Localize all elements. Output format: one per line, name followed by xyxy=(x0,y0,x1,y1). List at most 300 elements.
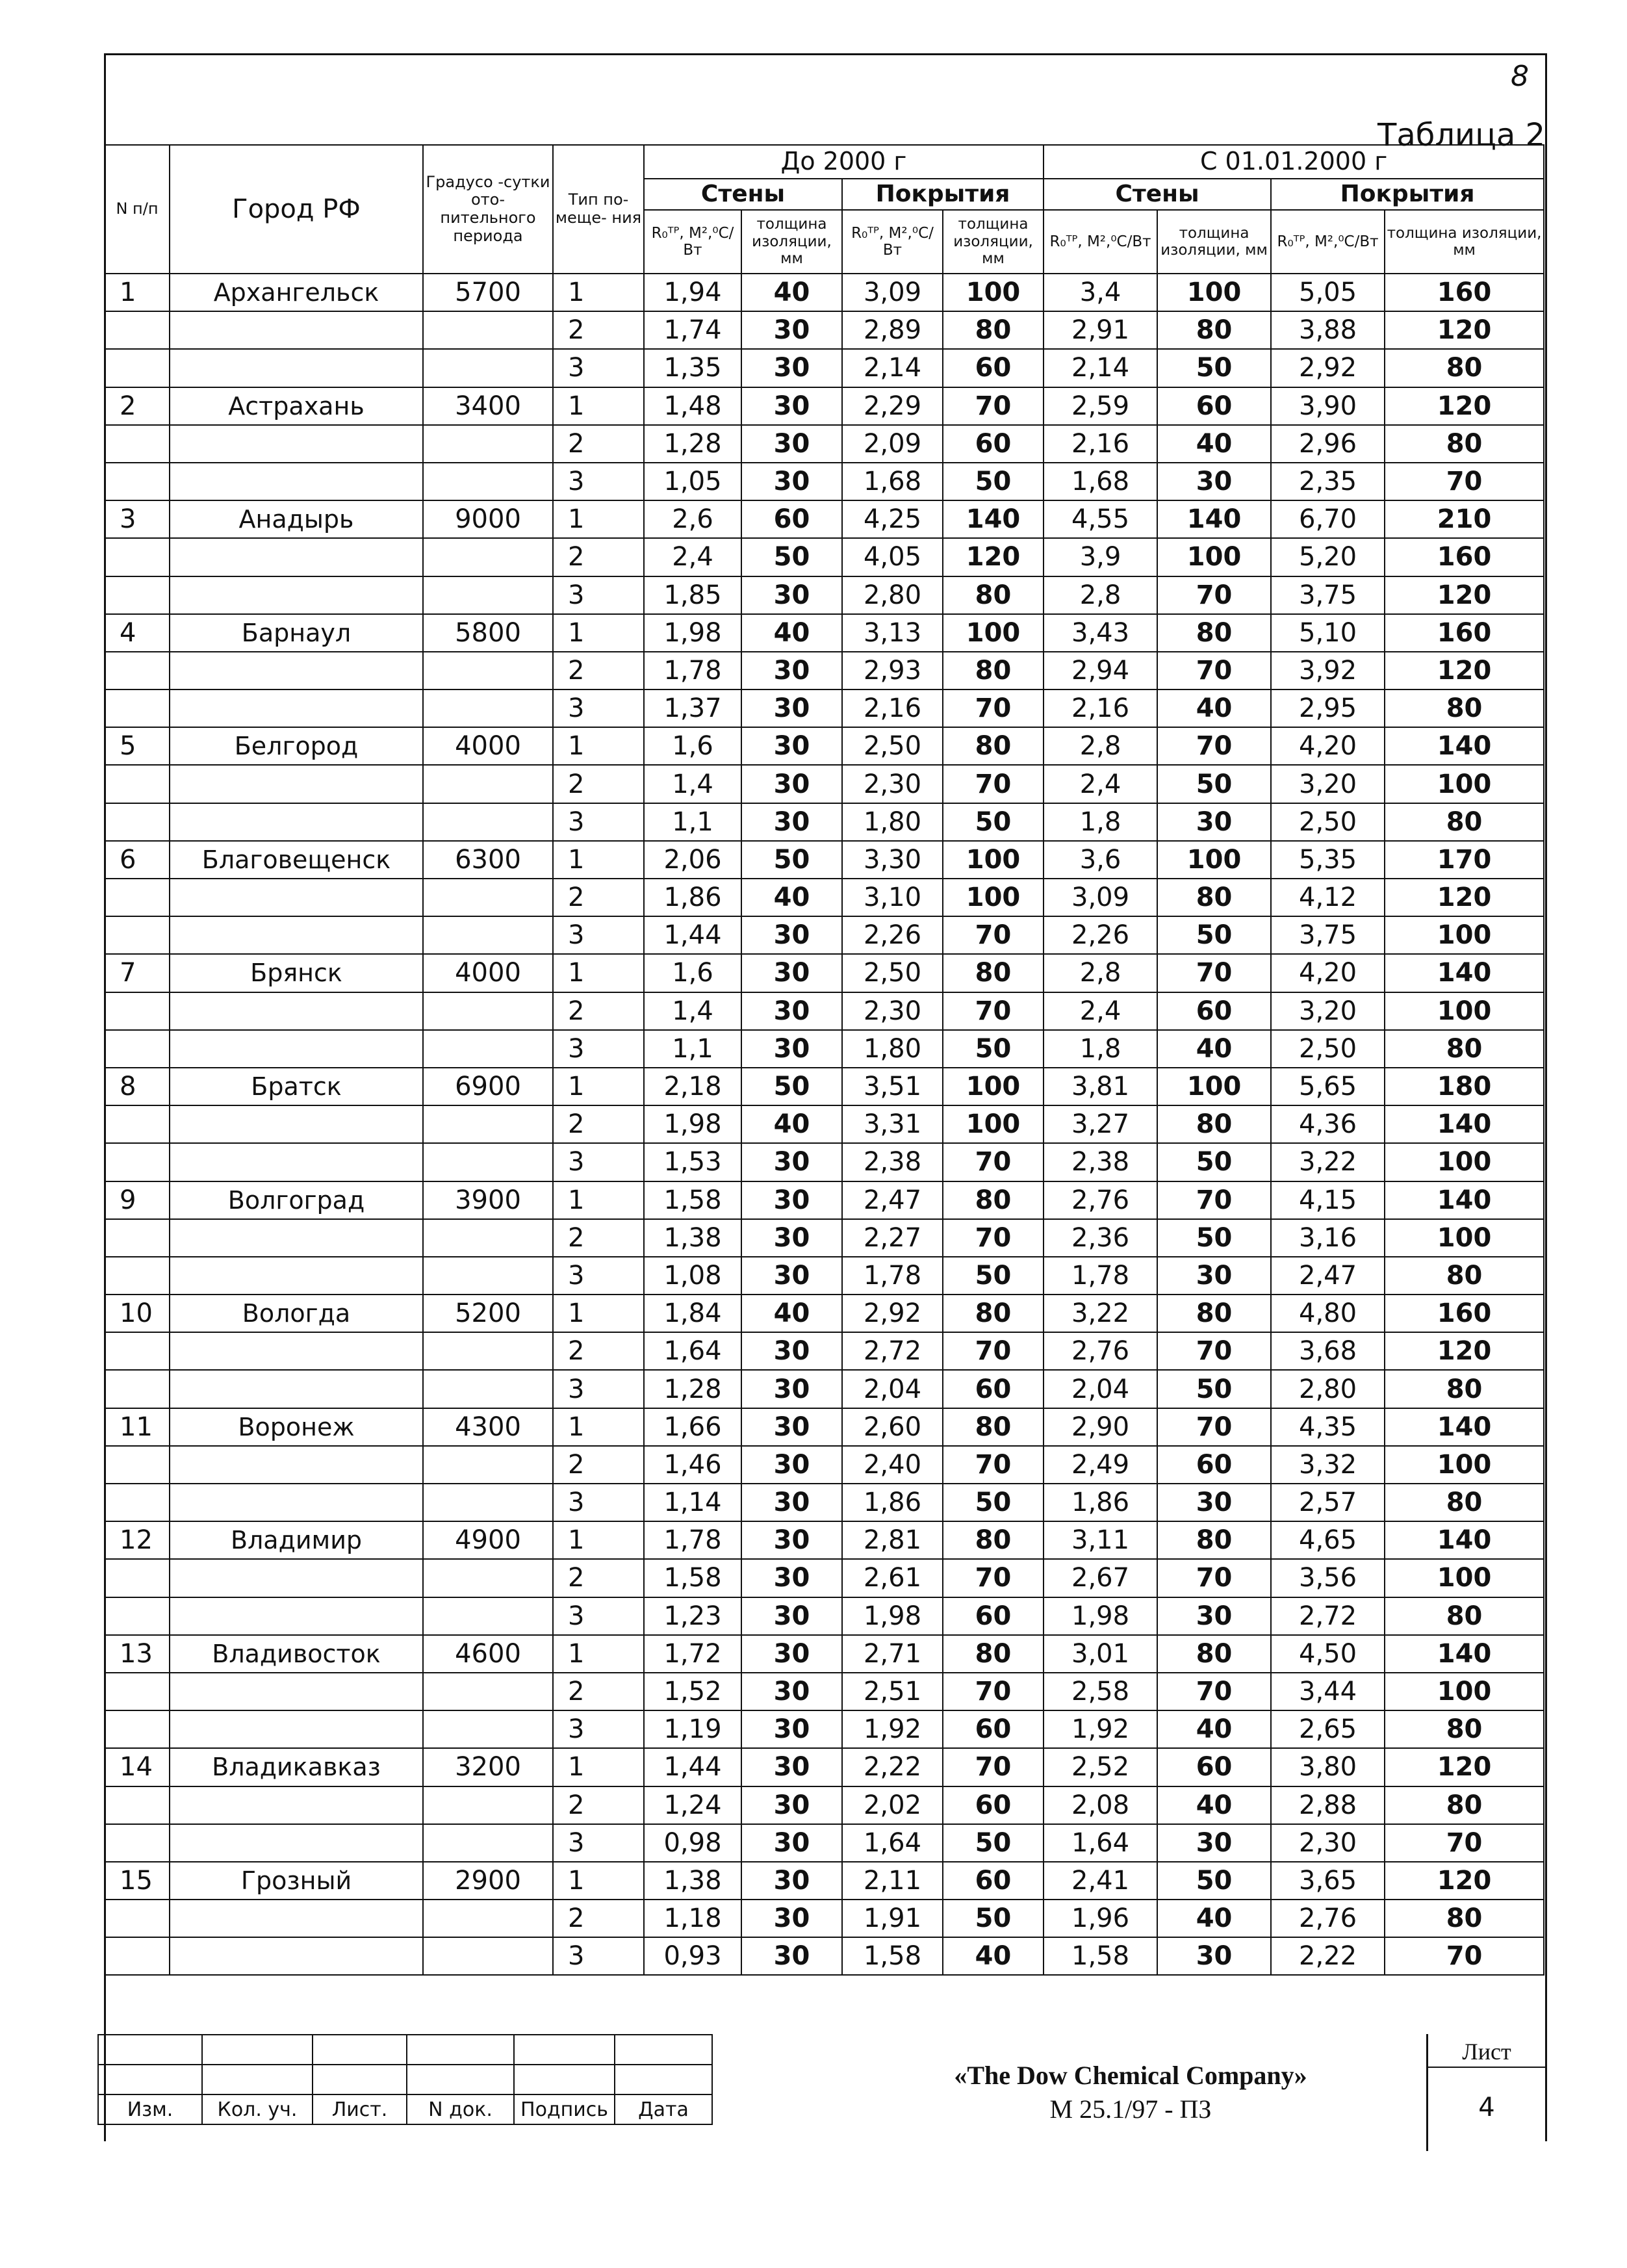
cell-room-type: 3 xyxy=(553,803,644,841)
table-row xyxy=(105,954,1544,992)
table-row xyxy=(105,1559,1544,1597)
cell-r-walls-after: 2,58 xyxy=(1044,1673,1157,1710)
table-row xyxy=(105,1484,1544,1521)
cell-r-roofs-after: 5,20 xyxy=(1271,538,1385,576)
cell-thickness-walls-after: 30 xyxy=(1157,803,1271,841)
table-row xyxy=(105,1257,1544,1295)
cell-r-roofs-after: 4,15 xyxy=(1271,1181,1385,1219)
cell-r-walls-after: 2,52 xyxy=(1044,1748,1157,1786)
table-row xyxy=(105,1295,1544,1332)
cell-r-walls-after: 4,55 xyxy=(1044,500,1157,538)
header-walls-before: Стены xyxy=(644,179,842,210)
cell-r-roofs-after: 3,22 xyxy=(1271,1143,1385,1181)
cell-thickness-walls-after: 40 xyxy=(1157,689,1271,727)
cell-r-walls-after: 3,9 xyxy=(1044,538,1157,576)
degree-days-empty xyxy=(423,1484,553,1521)
cell-r-roofs-before: 2,60 xyxy=(842,1408,943,1446)
cell-room-type: 2 xyxy=(553,311,644,349)
cell-room-type: 3 xyxy=(553,1484,644,1521)
cell-thickness-roofs-after: 80 xyxy=(1385,1370,1544,1408)
cell-thickness-walls-after: 40 xyxy=(1157,1030,1271,1068)
table-row xyxy=(105,727,1544,765)
cell-thickness-roofs-before: 120 xyxy=(943,538,1044,576)
cell-thickness-walls-before: 30 xyxy=(741,1408,842,1446)
cell-thickness-roofs-after: 80 xyxy=(1385,1484,1544,1521)
cell-r-walls-before: 1,1 xyxy=(644,803,741,841)
city-name-empty xyxy=(170,879,423,916)
cell-r-walls-after: 2,90 xyxy=(1044,1408,1157,1446)
cell-thickness-roofs-after: 80 xyxy=(1385,1030,1544,1068)
cell-r-walls-before: 1,53 xyxy=(644,1143,741,1181)
cell-thickness-walls-before: 30 xyxy=(741,1862,842,1900)
cell-r-roofs-after: 3,80 xyxy=(1271,1748,1385,1786)
cell-room-type: 2 xyxy=(553,425,644,463)
cell-r-walls-after: 2,91 xyxy=(1044,311,1157,349)
cell-thickness-roofs-before: 80 xyxy=(943,727,1044,765)
row-number: 11 xyxy=(105,1408,170,1446)
row-number-empty xyxy=(105,1105,170,1143)
cell-thickness-roofs-before: 50 xyxy=(943,1900,1044,1937)
cell-thickness-roofs-before: 50 xyxy=(943,1030,1044,1068)
cell-room-type: 2 xyxy=(553,1900,644,1937)
degree-days-empty xyxy=(423,311,553,349)
cell-r-roofs-before: 2,71 xyxy=(842,1635,943,1673)
cell-r-roofs-after: 2,88 xyxy=(1271,1786,1385,1824)
cell-thickness-roofs-before: 70 xyxy=(943,689,1044,727)
city-name-empty xyxy=(170,916,423,954)
cell-thickness-roofs-after: 140 xyxy=(1385,1408,1544,1446)
stamp-label-n-dok: N док. xyxy=(407,2094,514,2124)
header-r-walls-before: R₀ᵀᴾ, М²,⁰С/Вт xyxy=(644,210,741,274)
header-thickness-roofs-before: толщина изоляции, мм xyxy=(943,210,1044,274)
cell-thickness-roofs-before: 80 xyxy=(943,652,1044,689)
cell-r-walls-after: 1,68 xyxy=(1044,463,1157,500)
table-row xyxy=(105,841,1544,879)
cell-r-roofs-after: 3,44 xyxy=(1271,1673,1385,1710)
cell-r-walls-after: 1,78 xyxy=(1044,1257,1157,1295)
degree-days-empty xyxy=(423,1710,553,1748)
cell-thickness-roofs-after: 100 xyxy=(1385,1673,1544,1710)
row-number-empty xyxy=(105,576,170,614)
cell-thickness-walls-after: 60 xyxy=(1157,992,1271,1030)
table-row xyxy=(105,1181,1544,1219)
table-row xyxy=(105,652,1544,689)
table-row xyxy=(105,1635,1544,1673)
cell-thickness-walls-after: 70 xyxy=(1157,727,1271,765)
cell-room-type: 3 xyxy=(553,1937,644,1975)
table-row xyxy=(105,1370,1544,1408)
cell-r-walls-after: 2,67 xyxy=(1044,1559,1157,1597)
cell-r-roofs-after: 3,90 xyxy=(1271,387,1385,425)
cell-r-walls-before: 2,6 xyxy=(644,500,741,538)
cell-thickness-walls-before: 30 xyxy=(741,463,842,500)
cell-r-walls-after: 2,16 xyxy=(1044,689,1157,727)
row-number: 15 xyxy=(105,1862,170,1900)
cell-r-roofs-after: 3,92 xyxy=(1271,652,1385,689)
cell-r-walls-before: 1,05 xyxy=(644,463,741,500)
cell-thickness-walls-after: 30 xyxy=(1157,1824,1271,1862)
row-number-empty xyxy=(105,463,170,500)
cell-thickness-walls-after: 80 xyxy=(1157,614,1271,652)
cell-thickness-walls-before: 30 xyxy=(741,1748,842,1786)
cell-room-type: 1 xyxy=(553,727,644,765)
city-name-empty xyxy=(170,1673,423,1710)
cell-r-roofs-before: 2,80 xyxy=(842,576,943,614)
cell-r-roofs-after: 2,72 xyxy=(1271,1597,1385,1635)
cell-thickness-walls-after: 30 xyxy=(1157,1597,1271,1635)
cell-r-roofs-before: 1,64 xyxy=(842,1824,943,1862)
cell-thickness-roofs-after: 80 xyxy=(1385,1257,1544,1295)
cell-thickness-walls-after: 50 xyxy=(1157,1862,1271,1900)
table-row xyxy=(105,538,1544,576)
cell-thickness-roofs-after: 140 xyxy=(1385,1521,1544,1559)
city-name: Вологда xyxy=(170,1295,423,1332)
cell-r-roofs-before: 2,40 xyxy=(842,1446,943,1484)
table-row xyxy=(105,1105,1544,1143)
cell-r-walls-before: 1,46 xyxy=(644,1446,741,1484)
city-name: Братск xyxy=(170,1068,423,1105)
city-name-empty xyxy=(170,1332,423,1370)
city-name-empty xyxy=(170,1559,423,1597)
header-roofs-before: Покрытия xyxy=(842,179,1044,210)
cell-thickness-walls-before: 30 xyxy=(741,1673,842,1710)
city-name-empty xyxy=(170,1597,423,1635)
cell-thickness-roofs-after: 80 xyxy=(1385,803,1544,841)
city-name-empty xyxy=(170,689,423,727)
city-name: Владимир xyxy=(170,1521,423,1559)
row-number: 5 xyxy=(105,727,170,765)
cell-r-roofs-before: 2,11 xyxy=(842,1862,943,1900)
cell-thickness-roofs-after: 120 xyxy=(1385,387,1544,425)
cell-r-walls-after: 1,92 xyxy=(1044,1710,1157,1748)
cell-r-walls-before: 1,84 xyxy=(644,1295,741,1332)
cell-thickness-walls-before: 40 xyxy=(741,614,842,652)
cell-r-walls-after: 2,59 xyxy=(1044,387,1157,425)
cell-r-roofs-after: 3,88 xyxy=(1271,311,1385,349)
sheet-number: 4 xyxy=(1478,2093,1495,2122)
row-number-empty xyxy=(105,652,170,689)
city-name-empty xyxy=(170,311,423,349)
city-name: Воронеж xyxy=(170,1408,423,1446)
cell-thickness-roofs-before: 40 xyxy=(943,1937,1044,1975)
cell-r-roofs-before: 2,02 xyxy=(842,1786,943,1824)
cell-room-type: 3 xyxy=(553,463,644,500)
cell-r-roofs-before: 2,81 xyxy=(842,1521,943,1559)
cell-r-walls-after: 2,4 xyxy=(1044,765,1157,803)
city-name-empty xyxy=(170,1370,423,1408)
cell-r-roofs-after: 4,12 xyxy=(1271,879,1385,916)
cell-r-walls-after: 2,76 xyxy=(1044,1181,1157,1219)
cell-thickness-walls-before: 30 xyxy=(741,1937,842,1975)
row-number-empty xyxy=(105,349,170,387)
cell-room-type: 3 xyxy=(553,1710,644,1748)
cell-r-roofs-after: 2,92 xyxy=(1271,349,1385,387)
cell-thickness-walls-before: 30 xyxy=(741,1332,842,1370)
table-row xyxy=(105,1521,1544,1559)
cell-thickness-walls-after: 70 xyxy=(1157,1181,1271,1219)
degree-days: 9000 xyxy=(423,500,553,538)
cell-thickness-roofs-after: 160 xyxy=(1385,1295,1544,1332)
cell-r-roofs-after: 2,35 xyxy=(1271,463,1385,500)
cell-thickness-walls-after: 70 xyxy=(1157,1673,1271,1710)
table-row xyxy=(105,1862,1544,1900)
cell-r-roofs-before: 2,27 xyxy=(842,1219,943,1257)
city-name-empty xyxy=(170,765,423,803)
cell-thickness-roofs-before: 100 xyxy=(943,879,1044,916)
cell-thickness-roofs-before: 70 xyxy=(943,387,1044,425)
cell-r-walls-after: 2,26 xyxy=(1044,916,1157,954)
cell-r-roofs-before: 3,51 xyxy=(842,1068,943,1105)
row-number-empty xyxy=(105,765,170,803)
degree-days-empty xyxy=(423,1824,553,1862)
city-name: Волгоград xyxy=(170,1181,423,1219)
cell-thickness-walls-before: 40 xyxy=(741,879,842,916)
cell-room-type: 1 xyxy=(553,500,644,538)
table-row xyxy=(105,576,1544,614)
cell-r-walls-after: 3,11 xyxy=(1044,1521,1157,1559)
table-row xyxy=(105,1332,1544,1370)
cell-r-walls-before: 1,08 xyxy=(644,1257,741,1295)
cell-r-roofs-before: 2,93 xyxy=(842,652,943,689)
table-row xyxy=(105,311,1544,349)
cell-r-roofs-after: 4,36 xyxy=(1271,1105,1385,1143)
cell-r-roofs-after: 2,47 xyxy=(1271,1257,1385,1295)
cell-r-roofs-after: 2,50 xyxy=(1271,1030,1385,1068)
cell-thickness-roofs-before: 100 xyxy=(943,614,1044,652)
row-number-empty xyxy=(105,1597,170,1635)
cell-thickness-walls-before: 30 xyxy=(741,689,842,727)
cell-r-roofs-before: 1,80 xyxy=(842,1030,943,1068)
cell-r-roofs-before: 1,78 xyxy=(842,1257,943,1295)
cell-thickness-roofs-after: 80 xyxy=(1385,689,1544,727)
cell-thickness-walls-before: 50 xyxy=(741,538,842,576)
cell-thickness-walls-after: 40 xyxy=(1157,1710,1271,1748)
city-name-empty xyxy=(170,463,423,500)
row-number-empty xyxy=(105,1446,170,1484)
cell-r-walls-before: 1,28 xyxy=(644,1370,741,1408)
row-number: 10 xyxy=(105,1295,170,1332)
degree-days-empty xyxy=(423,1937,553,1975)
city-name-empty xyxy=(170,652,423,689)
degree-days-empty xyxy=(423,1786,553,1824)
cell-r-roofs-before: 2,50 xyxy=(842,954,943,992)
cell-r-roofs-before: 1,68 xyxy=(842,463,943,500)
cell-thickness-roofs-after: 180 xyxy=(1385,1068,1544,1105)
stamp-label-kol-uch: Кол. уч. xyxy=(202,2094,313,2124)
cell-thickness-walls-after: 30 xyxy=(1157,1937,1271,1975)
cell-r-roofs-after: 2,80 xyxy=(1271,1370,1385,1408)
degree-days: 4600 xyxy=(423,1635,553,1673)
cell-r-walls-before: 1,4 xyxy=(644,765,741,803)
cell-room-type: 1 xyxy=(553,1748,644,1786)
row-number: 1 xyxy=(105,274,170,311)
row-number-empty xyxy=(105,803,170,841)
cell-thickness-walls-after: 80 xyxy=(1157,311,1271,349)
cell-r-walls-before: 1,14 xyxy=(644,1484,741,1521)
cell-r-walls-after: 2,36 xyxy=(1044,1219,1157,1257)
degree-days-empty xyxy=(423,1105,553,1143)
cell-room-type: 1 xyxy=(553,1521,644,1559)
cell-thickness-walls-after: 50 xyxy=(1157,1219,1271,1257)
cell-r-walls-before: 1,4 xyxy=(644,992,741,1030)
cell-thickness-roofs-before: 100 xyxy=(943,274,1044,311)
row-number-empty xyxy=(105,538,170,576)
cell-r-roofs-after: 4,20 xyxy=(1271,727,1385,765)
cell-r-roofs-before: 2,92 xyxy=(842,1295,943,1332)
row-number-empty xyxy=(105,1030,170,1068)
cell-r-roofs-before: 2,09 xyxy=(842,425,943,463)
cell-r-walls-after: 3,4 xyxy=(1044,274,1157,311)
cell-r-walls-after: 3,09 xyxy=(1044,879,1157,916)
table-row xyxy=(105,1937,1544,1975)
cell-room-type: 3 xyxy=(553,1824,644,1862)
cell-r-walls-after: 3,27 xyxy=(1044,1105,1157,1143)
cell-thickness-walls-after: 80 xyxy=(1157,879,1271,916)
cell-thickness-walls-before: 30 xyxy=(741,425,842,463)
city-name: Барнаул xyxy=(170,614,423,652)
cell-thickness-roofs-after: 80 xyxy=(1385,1710,1544,1748)
cell-thickness-walls-before: 30 xyxy=(741,1597,842,1635)
cell-r-roofs-before: 3,31 xyxy=(842,1105,943,1143)
cell-r-roofs-after: 2,76 xyxy=(1271,1900,1385,1937)
cell-r-roofs-after: 4,35 xyxy=(1271,1408,1385,1446)
cell-r-roofs-before: 2,30 xyxy=(842,992,943,1030)
cell-r-roofs-before: 1,92 xyxy=(842,1710,943,1748)
cell-thickness-roofs-before: 50 xyxy=(943,1257,1044,1295)
cell-thickness-roofs-before: 50 xyxy=(943,803,1044,841)
cell-room-type: 2 xyxy=(553,538,644,576)
cell-thickness-walls-after: 70 xyxy=(1157,1408,1271,1446)
cell-r-roofs-before: 2,14 xyxy=(842,349,943,387)
cell-r-walls-before: 1,94 xyxy=(644,274,741,311)
degree-days-empty xyxy=(423,463,553,500)
cell-r-roofs-before: 2,16 xyxy=(842,689,943,727)
cell-thickness-roofs-before: 80 xyxy=(943,954,1044,992)
cell-room-type: 2 xyxy=(553,652,644,689)
header-degree-days: Градусо -сутки ото- пительного периода xyxy=(423,145,553,274)
cell-r-walls-after: 1,58 xyxy=(1044,1937,1157,1975)
cell-room-type: 3 xyxy=(553,916,644,954)
cell-r-walls-before: 1,44 xyxy=(644,1748,741,1786)
city-name: Грозный xyxy=(170,1862,423,1900)
table-row xyxy=(105,425,1544,463)
row-number-empty xyxy=(105,1710,170,1748)
cell-r-walls-before: 1,28 xyxy=(644,425,741,463)
cell-thickness-roofs-before: 70 xyxy=(943,1446,1044,1484)
row-number-empty xyxy=(105,1900,170,1937)
cell-r-walls-before: 1,38 xyxy=(644,1219,741,1257)
cell-thickness-walls-before: 30 xyxy=(741,1559,842,1597)
degree-days-empty xyxy=(423,1257,553,1295)
cell-thickness-walls-after: 100 xyxy=(1157,841,1271,879)
cell-thickness-roofs-before: 80 xyxy=(943,1181,1044,1219)
cell-r-walls-before: 1,19 xyxy=(644,1710,741,1748)
degree-days-empty xyxy=(423,538,553,576)
row-number-empty xyxy=(105,879,170,916)
header-roofs-after: Покрытия xyxy=(1271,179,1544,210)
cell-thickness-walls-before: 30 xyxy=(741,1030,842,1068)
cell-r-walls-before: 2,06 xyxy=(644,841,741,879)
degree-days: 4300 xyxy=(423,1408,553,1446)
cell-thickness-roofs-before: 70 xyxy=(943,992,1044,1030)
cell-thickness-roofs-before: 70 xyxy=(943,1143,1044,1181)
city-name: Астрахань xyxy=(170,387,423,425)
cell-thickness-walls-before: 30 xyxy=(741,1786,842,1824)
cell-r-walls-before: 1,18 xyxy=(644,1900,741,1937)
cell-thickness-roofs-after: 70 xyxy=(1385,463,1544,500)
cell-thickness-roofs-before: 60 xyxy=(943,1710,1044,1748)
cell-r-walls-before: 1,66 xyxy=(644,1408,741,1446)
city-name-empty xyxy=(170,1030,423,1068)
cell-r-walls-after: 1,8 xyxy=(1044,803,1157,841)
cell-thickness-walls-after: 70 xyxy=(1157,652,1271,689)
cell-r-roofs-before: 4,05 xyxy=(842,538,943,576)
stamp-label-data: Дата xyxy=(615,2094,712,2124)
cell-thickness-walls-after: 70 xyxy=(1157,1332,1271,1370)
cell-room-type: 1 xyxy=(553,1408,644,1446)
cell-thickness-roofs-after: 120 xyxy=(1385,1748,1544,1786)
cell-thickness-walls-before: 30 xyxy=(741,1521,842,1559)
header-walls-after: Стены xyxy=(1044,179,1271,210)
degree-days-empty xyxy=(423,576,553,614)
cell-r-walls-before: 0,93 xyxy=(644,1937,741,1975)
row-number-empty xyxy=(105,916,170,954)
cell-r-walls-after: 2,8 xyxy=(1044,954,1157,992)
row-number: 3 xyxy=(105,500,170,538)
city-name-empty xyxy=(170,1786,423,1824)
cell-thickness-walls-before: 30 xyxy=(741,576,842,614)
header-period-before-2000: До 2000 г xyxy=(644,145,1044,179)
cell-thickness-walls-after: 30 xyxy=(1157,1484,1271,1521)
cell-thickness-walls-before: 30 xyxy=(741,1370,842,1408)
stamp-label-podpis: Подпись xyxy=(514,2094,615,2124)
degree-days-empty xyxy=(423,992,553,1030)
cell-thickness-roofs-after: 80 xyxy=(1385,1597,1544,1635)
cell-r-roofs-before: 2,04 xyxy=(842,1370,943,1408)
cell-thickness-roofs-after: 120 xyxy=(1385,879,1544,916)
cell-thickness-roofs-after: 140 xyxy=(1385,1105,1544,1143)
city-name-empty xyxy=(170,1900,423,1937)
city-name: Благовещенск xyxy=(170,841,423,879)
table-row xyxy=(105,614,1544,652)
cell-thickness-roofs-after: 80 xyxy=(1385,349,1544,387)
cell-room-type: 1 xyxy=(553,1635,644,1673)
cell-room-type: 3 xyxy=(553,576,644,614)
cell-thickness-roofs-after: 70 xyxy=(1385,1937,1544,1975)
cell-thickness-walls-after: 60 xyxy=(1157,1446,1271,1484)
cell-thickness-walls-before: 40 xyxy=(741,274,842,311)
degree-days: 2900 xyxy=(423,1862,553,1900)
sheet-label: Лист xyxy=(1428,2038,1545,2068)
city-name-empty xyxy=(170,576,423,614)
cell-thickness-walls-after: 30 xyxy=(1157,463,1271,500)
cell-r-walls-before: 1,1 xyxy=(644,1030,741,1068)
cell-thickness-roofs-before: 80 xyxy=(943,1295,1044,1332)
degree-days: 4900 xyxy=(423,1521,553,1559)
cell-room-type: 2 xyxy=(553,1673,644,1710)
cell-r-roofs-after: 2,57 xyxy=(1271,1484,1385,1521)
cell-thickness-roofs-before: 50 xyxy=(943,1824,1044,1862)
row-number: 7 xyxy=(105,954,170,992)
cell-room-type: 3 xyxy=(553,1597,644,1635)
table-row xyxy=(105,689,1544,727)
cell-thickness-walls-after: 70 xyxy=(1157,1559,1271,1597)
cell-r-roofs-after: 2,95 xyxy=(1271,689,1385,727)
cell-r-walls-before: 0,98 xyxy=(644,1824,741,1862)
table-row xyxy=(105,1446,1544,1484)
degree-days-empty xyxy=(423,1900,553,1937)
cell-thickness-roofs-after: 170 xyxy=(1385,841,1544,879)
